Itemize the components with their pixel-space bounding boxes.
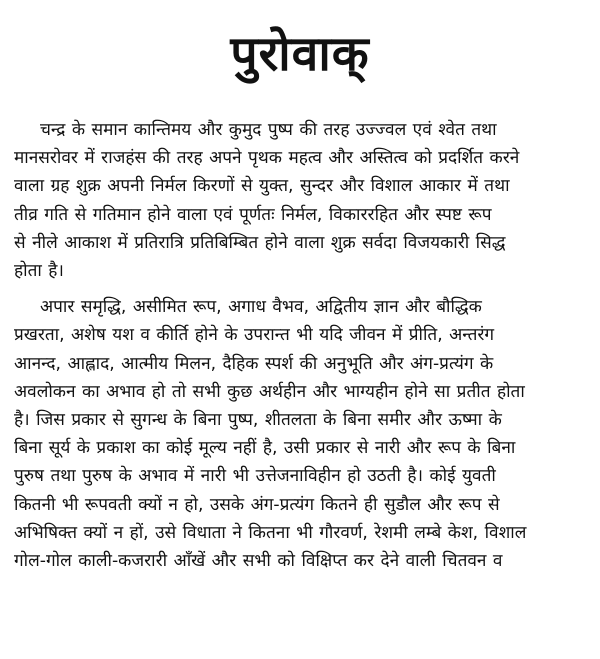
text-line: वाला ग्रह शुक्र अपनी निर्मल किरणों से युक्त, सुन्दर और विशाल आकार में तथा <box>14 176 510 197</box>
text-line: मानसरोवर में राजहंस की तरह अपने पृथक महत्व और अस्तित्व को प्रदर्शित करने <box>14 148 520 169</box>
text-line: आनन्द, आह्लाद, आत्मीय मिलन, दैहिक स्पर्श की अनुभूति और अंग-प्रत्यंग के <box>14 353 494 374</box>
text-line: अभिषिक्त क्यों न हों, उसे विधाता ने कितना भी गौरवर्ण, रेशमी लम्बे केश, विशाल <box>14 522 527 543</box>
text-line: प्रखरता, अशेष यश व कीर्ति होने के उपरान्त भी यदि जीवन में प्रीति, अन्तरंग <box>14 325 495 346</box>
text-line: अवलोकन का अभाव हो तो सभी कुछ अर्थहीन और भाग्यहीन होने सा प्रतीत होता <box>14 381 525 402</box>
text-line: कितनी भी रूपवती क्यों न हो, उसके अंग-प्रत्यंग कितने ही सुडौल और रूप से <box>14 494 500 515</box>
text-line: है। जिस प्रकार से सुगन्ध के बिना पुष्प, शीतलता के बिना समीर और ऊष्मा के <box>14 410 502 431</box>
paragraph-2 <box>14 293 586 575</box>
paragraph-1 <box>14 116 586 285</box>
text-line: पुरुष तथा पुरुष के अभाव में नारी भी उत्तेजनाविहीन हो उठती है। कोई युवती <box>14 466 496 487</box>
text-line: तीव्र गति से गतिमान होने वाला एवं पूर्णतः निर्मल, विकाररहित और स्पष्ट रूप <box>14 204 492 225</box>
text-line: गोल-गोल काली-कजरारी आँखें और सभी को विक्षिप्त कर देने वाली चितवन व <box>14 551 503 572</box>
text-line: अपार समृद्धि, असीमित रूप, अगाध वैभव, अद्वितीय ज्ञान और बौद्धिक <box>40 297 482 318</box>
text-line: चन्द्र के समान कान्तिमय और कुमुद पुष्प की तरह उज्ज्वल एवं श्वेत तथा <box>40 120 497 140</box>
page-title: पुरोवाक् <box>230 26 370 82</box>
text-line: होता है। <box>14 261 64 282</box>
text-line: बिना सूर्य के प्रकाश का कोई मूल्य नहीं है, उसी प्रकार से नारी और रूप के बिना <box>14 438 516 459</box>
text-line: से नीले आकाश में प्रतिरात्रि प्रतिबिम्बित होने वाला शुक्र सर्वदा विजयकारी सिद्ध <box>14 232 506 253</box>
